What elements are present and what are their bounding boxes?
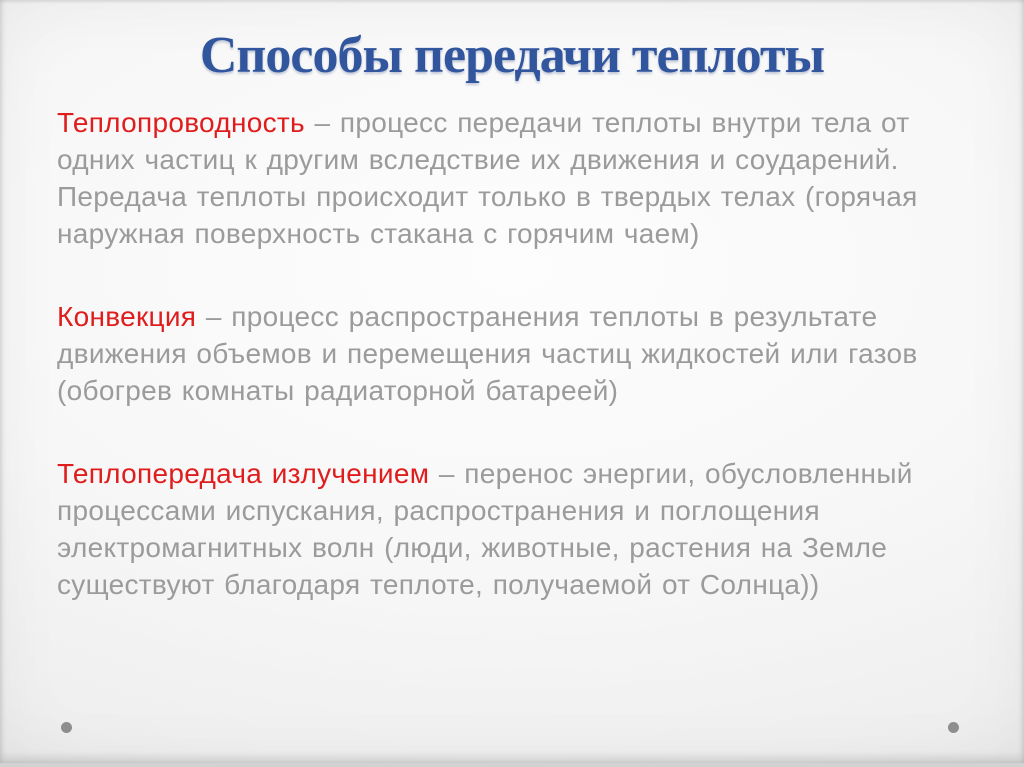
paragraph-convection [57, 298, 969, 409]
slide-title: Способы передачи теплоты [199, 27, 825, 84]
paragraph-conduction [57, 104, 969, 252]
term-radiation: Теплопередача излучением [57, 458, 430, 489]
slide-body [57, 104, 969, 603]
term-convection: Конвекция [57, 301, 197, 332]
decorative-dot-left [61, 722, 72, 733]
paragraph-radiation [57, 455, 969, 603]
decorative-dot-right [948, 722, 959, 733]
paragraph-radiation-text: – перенос энергии, обусловленный процессами испускания, распространения и поглощения электромагнитных волн (люди, животные, растения на Земле существуют благодаря теплоте, получаемой от Солнца)) [57, 458, 913, 600]
term-conduction: Теплопроводность [57, 107, 305, 138]
paragraph-convection-text: – процесс распространения теплоты в результате движения объемов и перемещения частиц жидкостей или газов (обогрев комнаты радиаторной батареей) [57, 301, 918, 406]
paragraph-conduction-text: – процесс передачи теплоты внутри тела от одних частиц к другим вследствие их движения и соударений. Передача теплоты происходит только в твердых телах (горячая наружная поверхность стакана с горячим чаем) [57, 107, 918, 249]
